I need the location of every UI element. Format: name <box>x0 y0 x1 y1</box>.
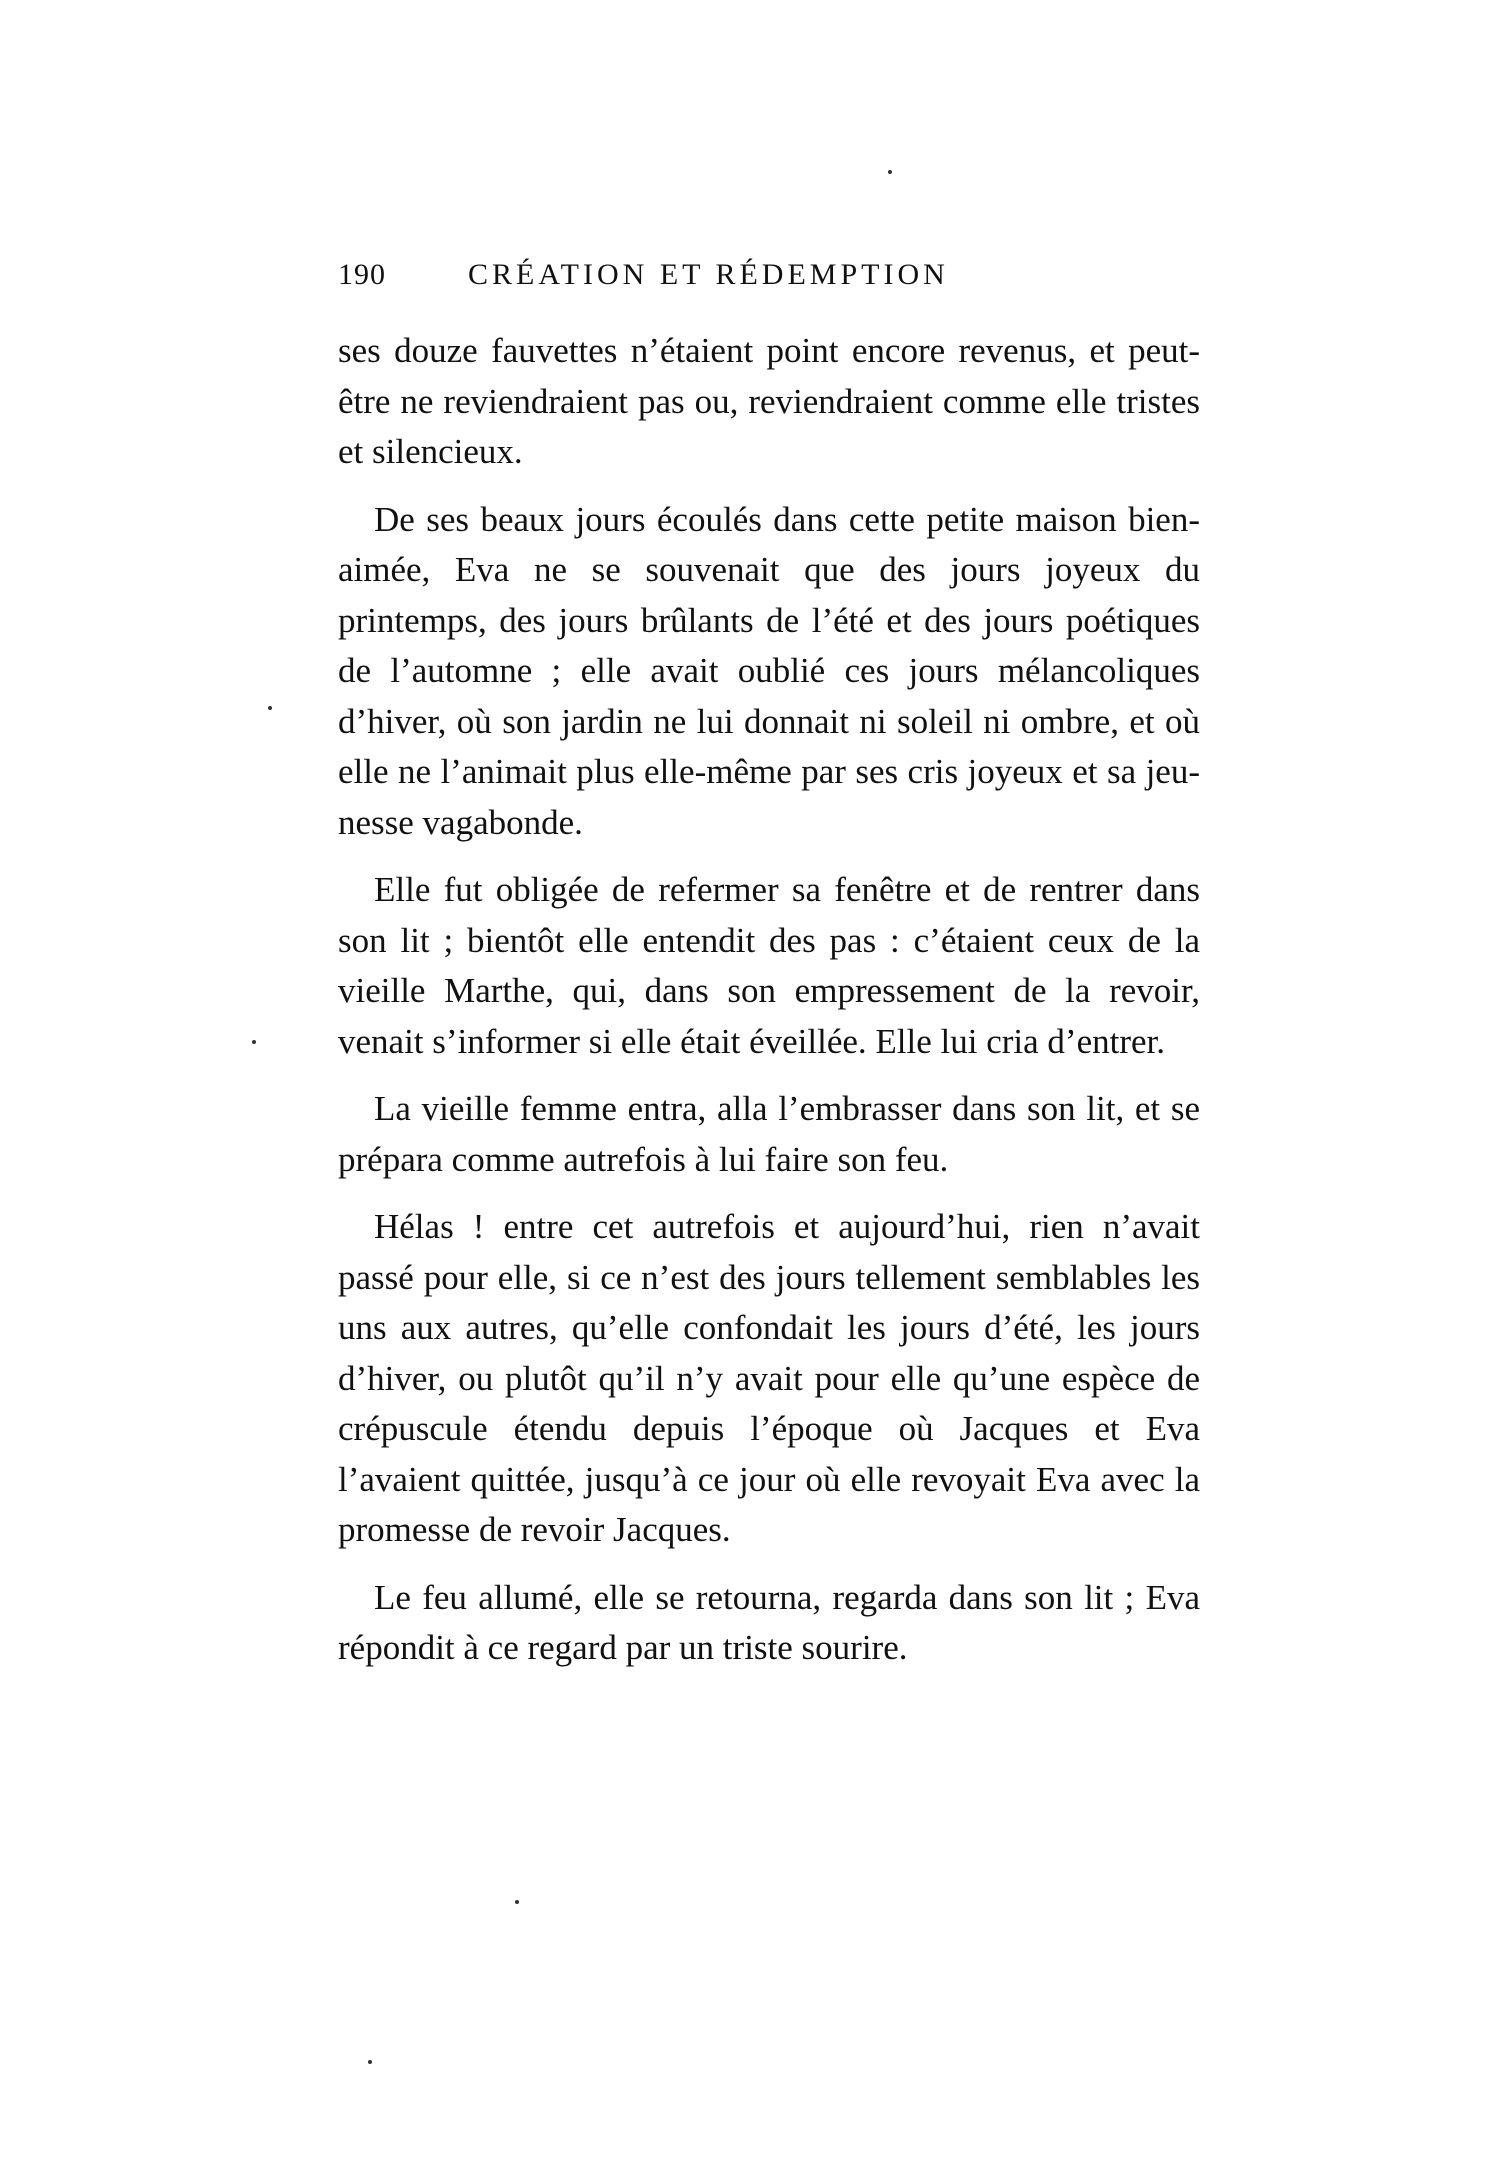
paragraph: Hélas ! entre cet autrefois et aujourd’hui, rien n’avait passé pour elle, si ce n’est des jours tellement semblables les uns aux autres, qu’elle confondait les jours d’été, les jours d’hiver, ou plutôt qu’il n’y avait pour elle qu’une espèce de crépuscule étendu depuis l’époque où Jacques et Eva l’avaient quittée, jusqu’à ce jour où elle revoyait Eva avec la promesse de revoir Jacques. <box>338 1207 1200 1549</box>
page-header <box>338 258 1198 298</box>
paragraph: ses douze fauvettes n’étaient point encore revenus, et peut-être ne reviendraient pas ou, reviendraient comme elle tristes et silencieux. <box>338 331 1200 471</box>
paragraph: La vieille femme entra, alla l’embrasser dans son lit, et se prépara comme autrefois à lui faire son feu. <box>338 1089 1200 1179</box>
scan-speck <box>268 706 272 710</box>
paragraph: Elle fut obligée de refermer sa fenêtre et de rentrer dans son lit ; bientôt elle entendit des pas : c’étaient ceux de la vieille Marthe, qui, dans son empressement de la revoir, venait s’informer si elle était éveillée. Elle lui cria d’entrer. <box>338 870 1200 1061</box>
scan-speck <box>252 1040 256 1044</box>
scan-speck <box>368 2060 372 2064</box>
body-text <box>338 326 1200 1691</box>
running-title: CRÉATION ET RÉDEMPTION <box>468 258 949 291</box>
paragraph: De ses beaux jours écoulés dans cette petite maison bien-aimée, Eva ne se souvenait que des jours joyeux du printemps, des jours brûlants de l’été et des jours poétiques de l’automne ; elle avait oublié ces jours mélancoliques d’hiver, où son jardin ne lui donnait ni soleil ni ombre, et où elle ne l’animait plus elle-même par ses cris joyeux et sa jeunesse vagabonde. <box>338 499 1200 842</box>
scan-speck <box>888 170 892 174</box>
page-number: 190 <box>338 258 386 291</box>
paragraph: Le feu allumé, elle se retourna, regarda dans son lit ; Eva répondit à ce regard par un triste sourire. <box>338 1577 1200 1667</box>
scan-speck <box>515 1900 519 1904</box>
